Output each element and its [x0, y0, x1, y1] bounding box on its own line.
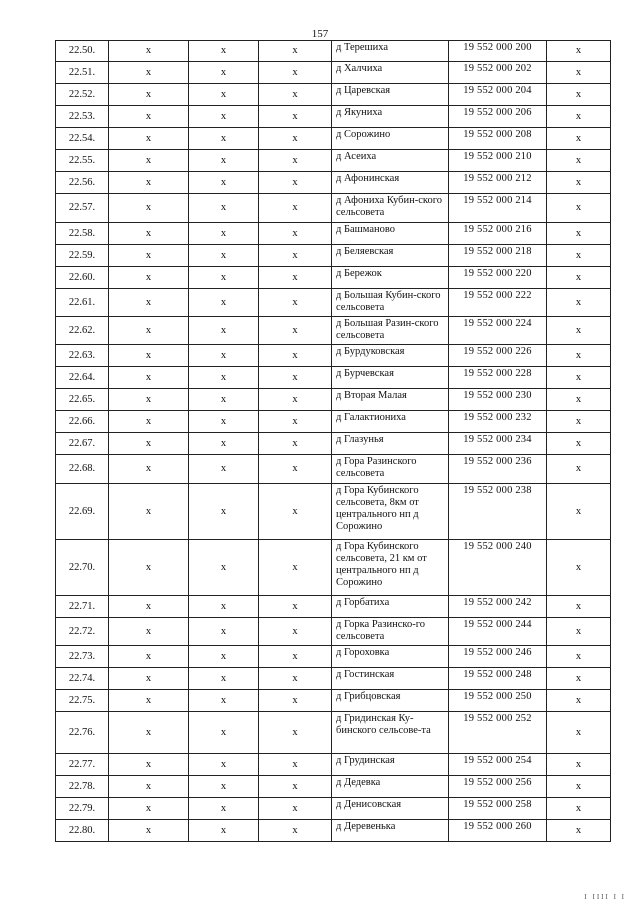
- col7-cell: х: [547, 433, 611, 455]
- col7-cell: х: [547, 317, 611, 345]
- col7-cell: х: [547, 367, 611, 389]
- col3-cell: х: [189, 754, 259, 776]
- col4-cell: х: [259, 798, 332, 820]
- table-body: [56, 41, 611, 842]
- oktmo-code-cell: 19 552 000 230: [449, 389, 547, 411]
- col7-cell: х: [547, 62, 611, 84]
- col7-cell: х: [547, 754, 611, 776]
- col4-cell: х: [259, 618, 332, 646]
- table-row: [56, 820, 611, 842]
- oktmo-code-cell: 19 552 000 252: [449, 712, 547, 754]
- settlement-name-cell: д Беляевская: [332, 245, 449, 267]
- col4-cell: х: [259, 41, 332, 62]
- oktmo-code-cell: 19 552 000 210: [449, 150, 547, 172]
- settlement-name-cell: д Денисовская: [332, 798, 449, 820]
- settlement-name-cell: д Царевская: [332, 84, 449, 106]
- col2-cell: х: [109, 455, 189, 484]
- table-row: [56, 690, 611, 712]
- col3-cell: х: [189, 433, 259, 455]
- col4-cell: х: [259, 128, 332, 150]
- col7-cell: х: [547, 484, 611, 540]
- settlement-name-cell: д Дедевка: [332, 776, 449, 798]
- settlement-name-cell: д Грибцовская: [332, 690, 449, 712]
- col2-cell: х: [109, 646, 189, 668]
- col3-cell: х: [189, 820, 259, 842]
- col3-cell: х: [189, 389, 259, 411]
- settlement-name-cell: д Гора Кубинского сельсовета, 21 км от центрального нп д Сорожино: [332, 540, 449, 596]
- col7-cell: х: [547, 618, 611, 646]
- table-row: [56, 41, 611, 62]
- settlement-name-cell: д Горка Разинско-го сельсовета: [332, 618, 449, 646]
- oktmo-code-cell: 19 552 000 206: [449, 106, 547, 128]
- col4-cell: х: [259, 367, 332, 389]
- settlement-name-cell: д Грудинская: [332, 754, 449, 776]
- col7-cell: х: [547, 389, 611, 411]
- table-row: [56, 317, 611, 345]
- col2-cell: х: [109, 596, 189, 618]
- col7-cell: х: [547, 172, 611, 194]
- settlement-name-cell: д Гора Кубинского сельсовета, 8км от центрального нп д Сорожино: [332, 484, 449, 540]
- col3-cell: х: [189, 596, 259, 618]
- settlement-name-cell: д Горбатиха: [332, 596, 449, 618]
- col3-cell: х: [189, 618, 259, 646]
- oktmo-code-cell: 19 552 000 256: [449, 776, 547, 798]
- col4-cell: х: [259, 754, 332, 776]
- col4-cell: х: [259, 433, 332, 455]
- settlement-name-cell: д Терешиха: [332, 41, 449, 62]
- table-row: [56, 345, 611, 367]
- col7-cell: х: [547, 106, 611, 128]
- row-number-cell: 22.67.: [56, 433, 109, 455]
- col3-cell: х: [189, 84, 259, 106]
- col2-cell: х: [109, 317, 189, 345]
- row-number-cell: 22.79.: [56, 798, 109, 820]
- col4-cell: х: [259, 317, 332, 345]
- settlement-name-cell: д Халчиха: [332, 62, 449, 84]
- settlement-name-cell: д Гора Разинского сельсовета: [332, 455, 449, 484]
- col2-cell: х: [109, 798, 189, 820]
- oktmo-code-cell: 19 552 000 214: [449, 194, 547, 223]
- settlement-name-cell: д Галактиониха: [332, 411, 449, 433]
- oktmo-code-cell: 19 552 000 250: [449, 690, 547, 712]
- table-row: [56, 84, 611, 106]
- col2-cell: х: [109, 84, 189, 106]
- col4-cell: х: [259, 646, 332, 668]
- col7-cell: х: [547, 712, 611, 754]
- oktmo-code-cell: 19 552 000 258: [449, 798, 547, 820]
- col2-cell: х: [109, 433, 189, 455]
- col4-cell: х: [259, 411, 332, 433]
- footer-mark: I IIII I I: [584, 893, 626, 901]
- table-row: [56, 172, 611, 194]
- col3-cell: х: [189, 668, 259, 690]
- col3-cell: х: [189, 798, 259, 820]
- table-row: [56, 668, 611, 690]
- row-number-cell: 22.72.: [56, 618, 109, 646]
- row-number-cell: 22.61.: [56, 289, 109, 317]
- settlements-table: [55, 40, 611, 842]
- col2-cell: х: [109, 245, 189, 267]
- table-row: [56, 150, 611, 172]
- settlement-name-cell: д Гридинская Ку-бинского сельсове-та: [332, 712, 449, 754]
- table-row: [56, 289, 611, 317]
- col3-cell: х: [189, 245, 259, 267]
- col7-cell: х: [547, 455, 611, 484]
- col2-cell: х: [109, 367, 189, 389]
- oktmo-code-cell: 19 552 000 248: [449, 668, 547, 690]
- table-row: [56, 267, 611, 289]
- col3-cell: х: [189, 345, 259, 367]
- row-number-cell: 22.64.: [56, 367, 109, 389]
- col3-cell: х: [189, 367, 259, 389]
- col3-cell: х: [189, 194, 259, 223]
- table-row: [56, 646, 611, 668]
- col2-cell: х: [109, 389, 189, 411]
- settlement-name-cell: д Якуниха: [332, 106, 449, 128]
- row-number-cell: 22.73.: [56, 646, 109, 668]
- settlement-name-cell: д Гороховка: [332, 646, 449, 668]
- table-row: [56, 245, 611, 267]
- oktmo-code-cell: 19 552 000 218: [449, 245, 547, 267]
- oktmo-code-cell: 19 552 000 212: [449, 172, 547, 194]
- table-row: [56, 194, 611, 223]
- col2-cell: х: [109, 345, 189, 367]
- col3-cell: х: [189, 289, 259, 317]
- row-number-cell: 22.59.: [56, 245, 109, 267]
- row-number-cell: 22.75.: [56, 690, 109, 712]
- col4-cell: х: [259, 194, 332, 223]
- oktmo-code-cell: 19 552 000 234: [449, 433, 547, 455]
- settlement-name-cell: д Гостинская: [332, 668, 449, 690]
- table-row: [56, 618, 611, 646]
- col7-cell: х: [547, 194, 611, 223]
- col7-cell: х: [547, 41, 611, 62]
- col2-cell: х: [109, 411, 189, 433]
- settlement-name-cell: д Бурчевская: [332, 367, 449, 389]
- col3-cell: х: [189, 267, 259, 289]
- settlement-name-cell: д Башманово: [332, 223, 449, 245]
- col7-cell: х: [547, 150, 611, 172]
- settlement-name-cell: д Бережок: [332, 267, 449, 289]
- settlement-name-cell: д Афонинская: [332, 172, 449, 194]
- col2-cell: х: [109, 172, 189, 194]
- col3-cell: х: [189, 62, 259, 84]
- row-number-cell: 22.63.: [56, 345, 109, 367]
- col4-cell: х: [259, 540, 332, 596]
- col2-cell: х: [109, 820, 189, 842]
- col2-cell: х: [109, 484, 189, 540]
- oktmo-code-cell: 19 552 000 208: [449, 128, 547, 150]
- oktmo-code-cell: 19 552 000 226: [449, 345, 547, 367]
- col3-cell: х: [189, 712, 259, 754]
- settlement-name-cell: д Большая Кубин-ского сельсовета: [332, 289, 449, 317]
- oktmo-code-cell: 19 552 000 228: [449, 367, 547, 389]
- col3-cell: х: [189, 455, 259, 484]
- table-row: [56, 455, 611, 484]
- col7-cell: х: [547, 245, 611, 267]
- col2-cell: х: [109, 223, 189, 245]
- col7-cell: х: [547, 345, 611, 367]
- table-row: [56, 411, 611, 433]
- row-number-cell: 22.50.: [56, 41, 109, 62]
- col2-cell: х: [109, 150, 189, 172]
- col3-cell: х: [189, 776, 259, 798]
- oktmo-code-cell: 19 552 000 244: [449, 618, 547, 646]
- table-row: [56, 596, 611, 618]
- col4-cell: х: [259, 84, 332, 106]
- col4-cell: х: [259, 596, 332, 618]
- col3-cell: х: [189, 317, 259, 345]
- oktmo-code-cell: 19 552 000 202: [449, 62, 547, 84]
- col2-cell: х: [109, 41, 189, 62]
- col2-cell: х: [109, 267, 189, 289]
- table-row: [56, 540, 611, 596]
- col4-cell: х: [259, 172, 332, 194]
- col2-cell: х: [109, 62, 189, 84]
- table-row: [56, 128, 611, 150]
- table-row: [56, 62, 611, 84]
- col3-cell: х: [189, 646, 259, 668]
- col7-cell: х: [547, 289, 611, 317]
- table-row: [56, 776, 611, 798]
- oktmo-code-cell: 19 552 000 236: [449, 455, 547, 484]
- col4-cell: х: [259, 150, 332, 172]
- row-number-cell: 22.65.: [56, 389, 109, 411]
- col4-cell: х: [259, 289, 332, 317]
- col3-cell: х: [189, 690, 259, 712]
- row-number-cell: 22.56.: [56, 172, 109, 194]
- col4-cell: х: [259, 223, 332, 245]
- col7-cell: х: [547, 84, 611, 106]
- row-number-cell: 22.58.: [56, 223, 109, 245]
- col4-cell: х: [259, 245, 332, 267]
- table-row: [56, 484, 611, 540]
- col4-cell: х: [259, 820, 332, 842]
- oktmo-code-cell: 19 552 000 246: [449, 646, 547, 668]
- oktmo-code-cell: 19 552 000 224: [449, 317, 547, 345]
- table-row: [56, 754, 611, 776]
- row-number-cell: 22.68.: [56, 455, 109, 484]
- col7-cell: х: [547, 690, 611, 712]
- oktmo-code-cell: 19 552 000 260: [449, 820, 547, 842]
- col4-cell: х: [259, 484, 332, 540]
- row-number-cell: 22.77.: [56, 754, 109, 776]
- col4-cell: х: [259, 106, 332, 128]
- col7-cell: х: [547, 596, 611, 618]
- row-number-cell: 22.66.: [56, 411, 109, 433]
- oktmo-code-cell: 19 552 000 222: [449, 289, 547, 317]
- col2-cell: х: [109, 754, 189, 776]
- row-number-cell: 22.55.: [56, 150, 109, 172]
- row-number-cell: 22.74.: [56, 668, 109, 690]
- table-row: [56, 106, 611, 128]
- row-number-cell: 22.80.: [56, 820, 109, 842]
- row-number-cell: 22.70.: [56, 540, 109, 596]
- col3-cell: х: [189, 223, 259, 245]
- oktmo-code-cell: 19 552 000 242: [449, 596, 547, 618]
- settlement-name-cell: д Глазунья: [332, 433, 449, 455]
- table-row: [56, 389, 611, 411]
- table-row: [56, 798, 611, 820]
- settlement-name-cell: д Деревенька: [332, 820, 449, 842]
- col7-cell: х: [547, 128, 611, 150]
- col2-cell: х: [109, 289, 189, 317]
- col4-cell: х: [259, 267, 332, 289]
- settlement-name-cell: д Большая Разин-ского сельсовета: [332, 317, 449, 345]
- table-row: [56, 712, 611, 754]
- col7-cell: х: [547, 798, 611, 820]
- col7-cell: х: [547, 776, 611, 798]
- col3-cell: х: [189, 41, 259, 62]
- col2-cell: х: [109, 128, 189, 150]
- col3-cell: х: [189, 172, 259, 194]
- row-number-cell: 22.76.: [56, 712, 109, 754]
- col3-cell: х: [189, 540, 259, 596]
- col2-cell: х: [109, 540, 189, 596]
- settlement-name-cell: д Асеиха: [332, 150, 449, 172]
- col4-cell: х: [259, 712, 332, 754]
- col3-cell: х: [189, 484, 259, 540]
- col4-cell: х: [259, 345, 332, 367]
- oktmo-code-cell: 19 552 000 232: [449, 411, 547, 433]
- row-number-cell: 22.62.: [56, 317, 109, 345]
- oktmo-code-cell: 19 552 000 254: [449, 754, 547, 776]
- col7-cell: х: [547, 223, 611, 245]
- col4-cell: х: [259, 690, 332, 712]
- col7-cell: х: [547, 820, 611, 842]
- col4-cell: х: [259, 389, 332, 411]
- oktmo-code-cell: 19 552 000 216: [449, 223, 547, 245]
- col2-cell: х: [109, 776, 189, 798]
- row-number-cell: 22.54.: [56, 128, 109, 150]
- row-number-cell: 22.78.: [56, 776, 109, 798]
- table-row: [56, 433, 611, 455]
- col2-cell: х: [109, 618, 189, 646]
- col3-cell: х: [189, 411, 259, 433]
- col7-cell: х: [547, 668, 611, 690]
- col7-cell: х: [547, 267, 611, 289]
- table-row: [56, 223, 611, 245]
- row-number-cell: 22.69.: [56, 484, 109, 540]
- oktmo-code-cell: 19 552 000 200: [449, 41, 547, 62]
- col2-cell: х: [109, 194, 189, 223]
- col3-cell: х: [189, 106, 259, 128]
- col7-cell: х: [547, 540, 611, 596]
- row-number-cell: 22.52.: [56, 84, 109, 106]
- col4-cell: х: [259, 776, 332, 798]
- col2-cell: х: [109, 712, 189, 754]
- row-number-cell: 22.60.: [56, 267, 109, 289]
- row-number-cell: 22.57.: [56, 194, 109, 223]
- row-number-cell: 22.51.: [56, 62, 109, 84]
- col2-cell: х: [109, 690, 189, 712]
- row-number-cell: 22.71.: [56, 596, 109, 618]
- col3-cell: х: [189, 150, 259, 172]
- col4-cell: х: [259, 62, 332, 84]
- col2-cell: х: [109, 668, 189, 690]
- col7-cell: х: [547, 646, 611, 668]
- col4-cell: х: [259, 668, 332, 690]
- page-number: 157: [311, 28, 329, 40]
- settlement-name-cell: д Сорожино: [332, 128, 449, 150]
- col2-cell: х: [109, 106, 189, 128]
- col3-cell: х: [189, 128, 259, 150]
- table-row: [56, 367, 611, 389]
- oktmo-code-cell: 19 552 000 220: [449, 267, 547, 289]
- settlement-name-cell: д Вторая Малая: [332, 389, 449, 411]
- oktmo-code-cell: 19 552 000 240: [449, 540, 547, 596]
- settlement-name-cell: д Афониха Кубин-ского сельсовета: [332, 194, 449, 223]
- col7-cell: х: [547, 411, 611, 433]
- settlement-name-cell: д Бурдуковская: [332, 345, 449, 367]
- oktmo-code-cell: 19 552 000 238: [449, 484, 547, 540]
- col4-cell: х: [259, 455, 332, 484]
- oktmo-code-cell: 19 552 000 204: [449, 84, 547, 106]
- row-number-cell: 22.53.: [56, 106, 109, 128]
